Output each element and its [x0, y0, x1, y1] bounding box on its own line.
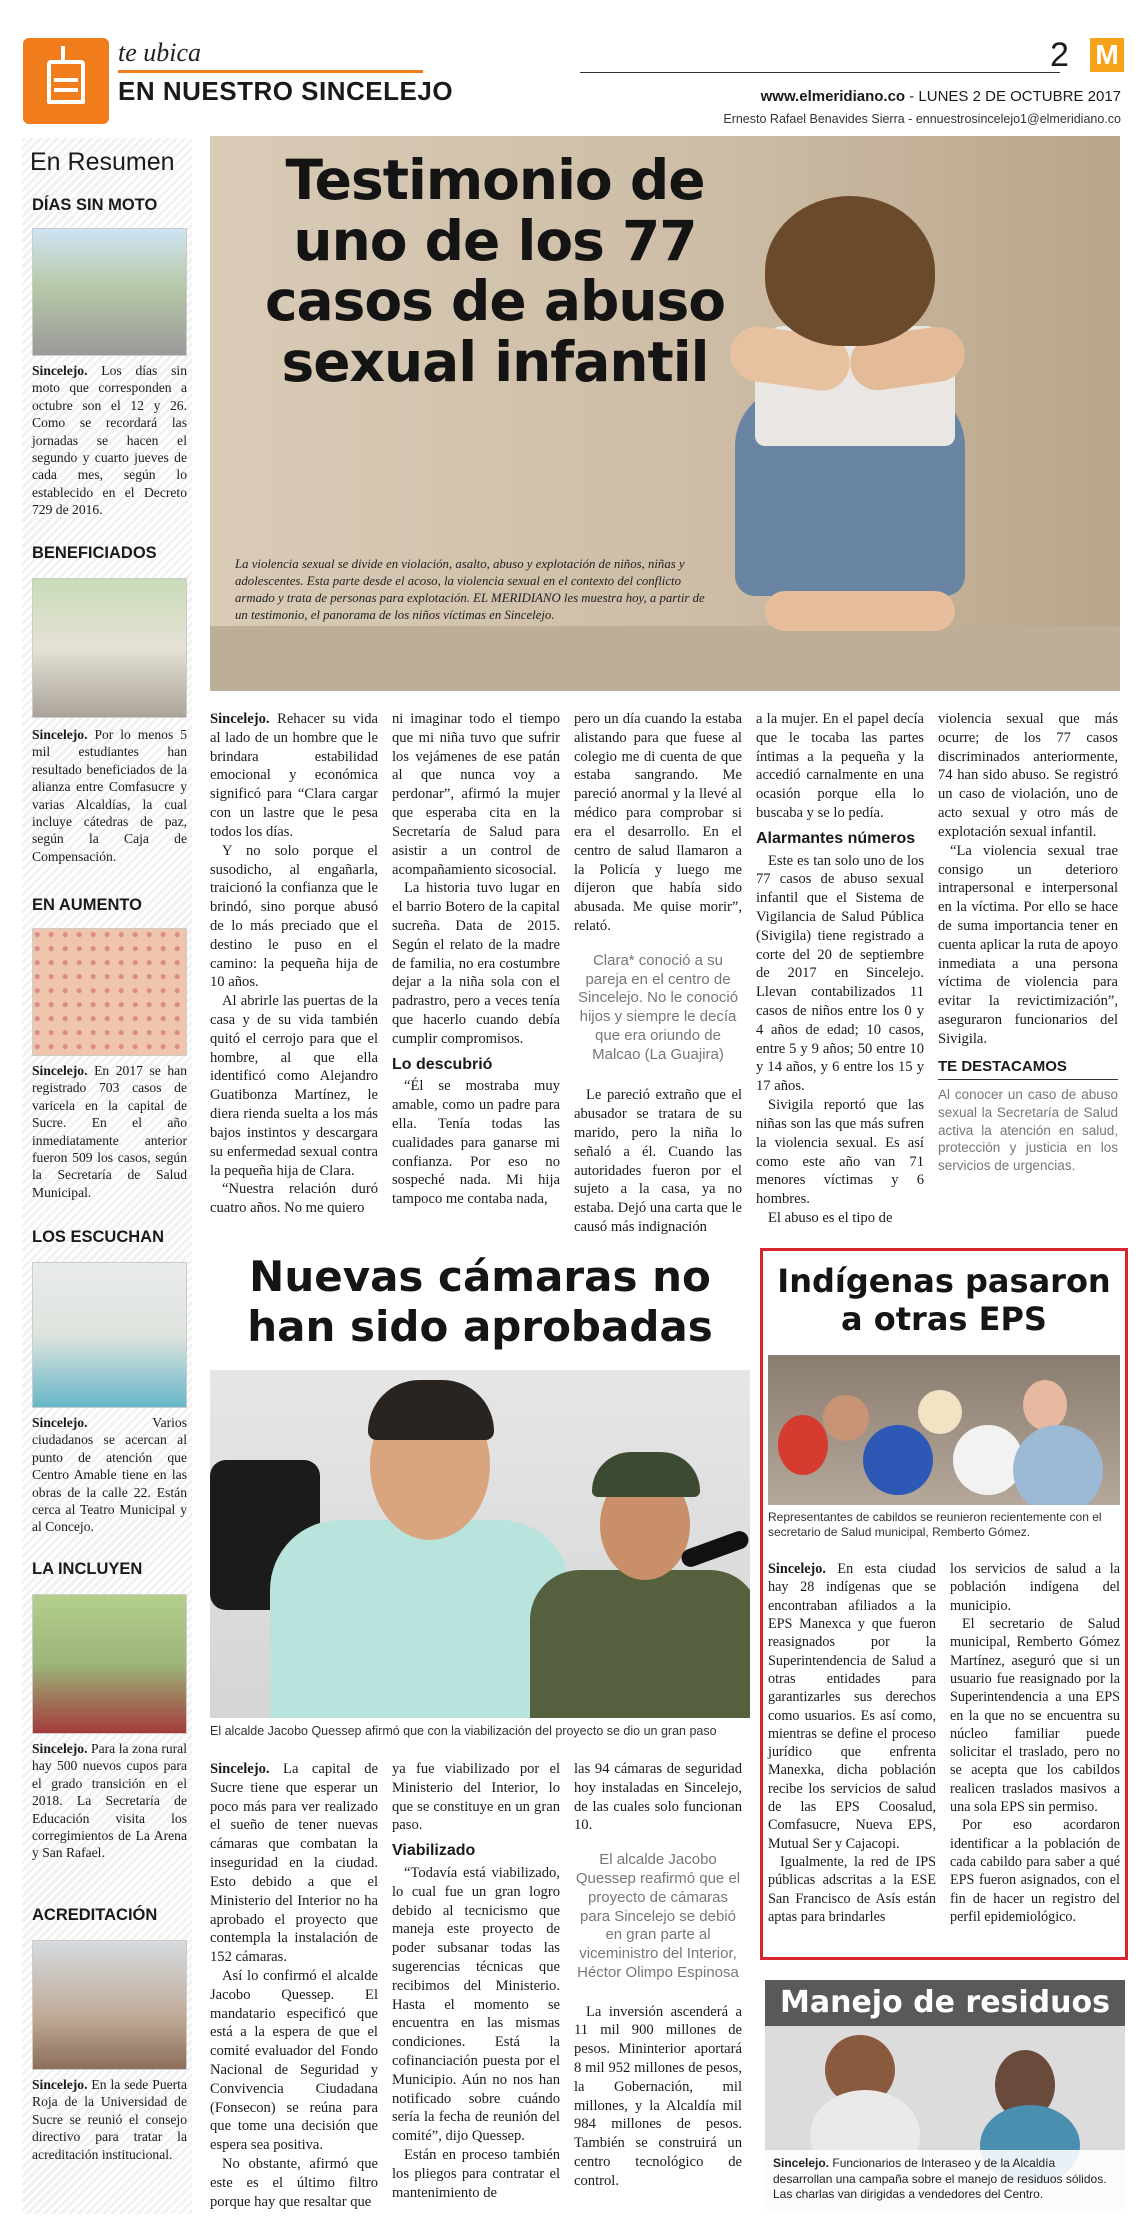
resumen-photo-attention-point — [32, 1262, 187, 1408]
resumen-photo-street — [32, 228, 187, 356]
resumen-head-acreditacion: ACREDITACIÓN — [32, 1906, 158, 1924]
resumen-text-dias-sin-moto: Sincelejo. Los días sin moto que corresponden a octubre son el 12 y 26. Como se recordará las jornadas se hacen el segundo y cuarto jueves de cada mes, según lo establecido en el Decreto 729 de 2016. — [32, 363, 187, 518]
resumen-text-acreditacion: Sincelejo. En la sede Puerta Roja de la Universidad de Sucre se reunió el consejo directivo para tratar la acreditación institucional. — [32, 2077, 187, 2162]
resumen-head-dias-sin-moto: DÍAS SIN MOTO — [32, 196, 158, 214]
resumen-head-los-escuchan: LOS ESCUCHAN — [32, 1228, 165, 1246]
resumen-photo-varicela — [32, 928, 187, 1056]
camaras-col-2: ya fue viabilizado por el Ministerio del Interior, lo que se constituye en un gran paso. Viabilizado “Todavía está viabilizado, lo cual fue un gran logro debido al tecnicismo que maneja este proyecto de poder subsanar todas las sugerencias técnicas que recibimos del Ministerio. Hasta el momento se encuentra en las mismas condiciones. Está la cofinanciación puesta por el Municipio. Aún no nos han notificado sobre cuándo sería la fecha de reunión del comité”, dijo Quessep. Están en proceso también los pliegos para contratar el mantenimiento de — [392, 1761, 560, 2201]
main-story-pull-quote: Clara* conoció a su pareja en el centro de Sincelejo. No le conoció hijos y siempre le decía que era oriundo de Malcao (La Guajira) — [577, 951, 739, 1063]
page-number: 2 — [1050, 36, 1069, 74]
resumen-photo-students — [32, 578, 187, 718]
main-story-col-2: ni imaginar todo el tiempo que mi niña tuvo que sufrir los vejámenes de ese patán al que nunca voy a perdonar”, afirmó la mujer que esperaba cita en la Secretaría de Salud para asistir a un control de acompañamiento sicosocial. La historia tuvo lugar en el barrio Botero de la capital sucreña. Data de 2015. Según el relato de la madre de familia, no era costumbre dejar a la niña sola con el padrastro, pero a veces tenía que hacerlo cuando debía cumplir compromisos. Lo descubrió “Él se mostraba muy amable, como un padre para ella. Tenía todas las cualidades para ganarse mi confianza. Por eso no sospeché nada. Mi hija tampoco me contaba nada, — [392, 711, 560, 1208]
residuos-caption: Sincelejo. Funcionarios de Interaseo y de la Alcaldía desarrollan una campaña sobre el manejo de residuos sólidos. Las charlas van dirigidas a vendedores del Centro. — [765, 2150, 1125, 2210]
byline: Ernesto Rafael Benavides Sierra - ennuestrosincelejo1@elmeridiano.co — [723, 112, 1121, 126]
dateline — [761, 88, 1121, 105]
website-link[interactable]: www.elmeridiano.co — [760, 88, 906, 105]
indigenas-headline: Indígenas pasaron a otras EPS — [777, 1262, 1111, 1339]
main-story-subhead-descubrio: Lo descubrió — [392, 1055, 493, 1073]
camaras-photo — [210, 1370, 750, 1718]
camaras-col-3: las 94 cámaras de seguridad hoy instaladas en Sincelejo, de las cuales solo funcionan 10. El alcalde Jacobo Quessep reafirmó que el proyecto de cámaras para Sincelejo se debió en gran parte al viceministro del Interior, Héctor Olimpo Espinosa La inversión ascenderá a 11 mil 900 millones de pesos. Mininterior aportará 8 mil 952 millones de pesos, la Gobernación, mil millones, y la Alcaldía mil 984 millones de pesos. También se construirá un centro tecnológico de control. — [574, 1761, 742, 2189]
indigenas-col-1: Sincelejo. En esta ciudad hay 28 indígenas que se encontraban afiliados a la EPS Manexca y que fueron reasignados por la Superintendencia de Salud a otras entidades para garantizarles sus derechos como usuarios. Es así como, mientras se define el proceso jurídico que enfrenta Manexka, dicha población recibe los servicios de salud de las EPS Coosalud, Comfasucre, Nueva EPS, Mutual Ser y Cajacopi. Igualmente, la red de IPS públicas adscritas a la ESE San Francisco de Asís están aptas para brindarles — [768, 1561, 936, 1925]
resumen-head-en-aumento: EN AUMENTO — [32, 896, 143, 914]
main-story-col-1: Sincelejo. Rehacer su vida al lado de un hombre que le brindara estabilidad emocional y económica significó para “Clara cargar con un lastre que le pesa todos los días. Y no solo porque el susodicho, al engañarla, traicionó la confianza que le brindó, sino porque abusó de lo más preciado que el destino le puso en el camino: la pequeña hija de 10 años. Al abrirle las puertas de la casa y de su vida también quitó el cerrojo para que el hombre, al que ella identificó como Alejandro Guatibonza Martínez, le diera rienda suelta a los más bajos instintos y descargara su enfermedad sexual contra la pequeña hija de Clara. “Nuestra relación duró cuatro años. No me quiero — [210, 711, 378, 1217]
resumen-text-la-incluyen: Sincelejo. Para la zona rural hay 500 nuevos cupos para el grado transición en el 2018. La Secretaría de Educación visita los corregimientos de La Arena y San Rafael. — [32, 1741, 187, 1861]
residuos-headline: Manejo de residuos — [765, 1980, 1125, 2026]
section-kicker: te ubica — [118, 38, 202, 67]
camaras-col-1: Sincelejo. La capital de Sucre tiene que esperar un poco más para ver realizado el sueño de tener nuevas cámaras que combatan la inseguridad en la ciudad. Esto debido a que el Ministerio del Interior no ha aprobado el proyecto que contempla la instalación de 152 cámaras. Así lo confirmó el alcalde Jacobo Quessep. El mandatario especificó que está a la espera de que el comité evaluador del Fondo Nacional de Seguridad y Convivencia Ciudadana (Fonsecon) se reúna para que tome una decisión que espera sea positiva. No obstante, afirmó que este es el último filtro porque hay que resaltar que — [210, 1761, 378, 2210]
newspaper-logo: M — [1090, 38, 1124, 72]
resumen-text-beneficiados: Sincelejo. Por lo menos 5 mil estudiantes han resultado beneficiados de la alianza entre Comfasucre y varias Alcaldías, la cual incluye cátedras de paz, según la Caja de Compensación. — [32, 727, 187, 864]
main-story-col-5: violencia sexual que más ocurre; de los 77 casos discriminados anteriormente, 74 han sido abuso. Se registró un caso de violación, uno de acto sexual y otro más de explotación sexual infantil. “La violencia sexual trae consigo un deterioro intrapersonal e interpersonal en la víctima. Por ello se hace de suma importancia tener en cuenta aplicar la ruta de apoyo inmediata a una persona víctima de violencia para evitar la revictimización”, aseguraron funcionarios del Sivigila. TE DESTACAMOS Al conocer un caso de abuso sexual la Secretaría de Salud activa la atención en salud, protección y justicia en los servicios de urgencias. — [938, 711, 1118, 1174]
te-destacamos-head: TE DESTACAMOS — [938, 1057, 1118, 1080]
camaras-headline: Nuevas cámaras no han sido aprobadas — [247, 1252, 713, 1352]
main-story-subhead-numeros: Alarmantes números — [756, 829, 916, 847]
section-rule — [118, 70, 423, 73]
camaras-pull-quote: El alcalde Jacobo Quessep reafirmó que el proyecto de cámaras para Sincelejo se debió en gran parte al viceministro del Interior, Héctor Olimpo Espinosa — [575, 1851, 741, 1981]
indigenas-col-2: los servicios de salud a la población indígena del municipio. El secretario de Salud municipal, Remberto Gómez Martínez, aseguró que si un usuario fue reasignado por la Superintendencia a una EPS en la que no se encuentra su núcleo familiar puede solicitar el traslado, pero no se acepta que los cabildos realicen traslados masivos a una sola EPS sin permiso. Por eso acordaron identificar a la población de cada cabildo para saber a qué EPS fueron asignados, con el fin de hacer un registro del perfil epidemiológico. — [950, 1561, 1120, 1925]
camaras-photo-caption: El alcalde Jacobo Quessep afirmó que con la viabilización del proyecto se dio un gran paso — [210, 1724, 717, 1738]
indigenas-photo-caption: Representantes de cabildos se reunieron recientemente con el secretario de Salud municipal, Remberto Gómez. — [768, 1510, 1102, 1539]
te-destacamos-text: Al conocer un caso de abuso sexual la Secretaría de Salud activa la atención en salud, protección y justicia en los servicios de urgencias. — [938, 1086, 1118, 1174]
indigenas-photo — [768, 1355, 1120, 1505]
section-title: EN NUESTRO SINCELEJO — [118, 76, 454, 106]
section-church-icon — [23, 38, 109, 124]
resumen-photo-meeting — [32, 1940, 187, 2070]
main-story-col-3: pero un día cuando la estaba alistando para que fuese al colegio me di cuenta de que estaba sangrando. Me pareció anormal y la llevé al médico para comprobar si era el desarrollo. En el centro de salud llamaron a la Policía y luego me dijeron que había sido abusada. Me quise morir”, relató. Clara* conoció a su pareja en el centro de Sincelejo. No le conoció hijos y siempre le decía que era oriundo de Malcao (La Guajira) Le pareció extraño que el abusador se tratara de su marido, pero la niña lo señaló a él. Cuando las autoridades fueron por el sujeto a la casa, ya no estaba. Dejó una carta que le causó más indignación — [574, 711, 742, 1235]
main-story-photo-caption: La violencia sexual se divide en violación, asalto, abuso y explotación de niños, niñas y adolescentes. Esta parte desde el acoso, la violencia sexual en el contexto del conflicto armado y trata de personas para explotación. EL MERIDIANO les muestra hoy, a partir de un testimonio, el panorama de los niños víctimas en Sincelejo. — [235, 557, 705, 622]
main-story-headline: Testimonio de uno de los 77 casos de abuso sexual infantil — [264, 148, 726, 394]
camaras-subhead-viabilizado: Viabilizado — [392, 1842, 476, 1860]
residuos-story — [765, 1980, 1125, 2210]
resumen-text-en-aumento: Sincelejo. En 2017 se han registrado 703 casos de varicela en la capital de Sucre. En el año inmediatamente anterior fueron 509 los casos, según la Secretaría de Salud Municipal. — [32, 1063, 187, 1200]
issue-date: - LUNES 2 DE OCTUBRE 2017 — [905, 88, 1121, 105]
main-story-col-4: a la mujer. En el papel decía que le tocaba las partes íntimas a la pequeña y la accedió carnalmente en una ocasión porque ella lo buscaba y se lo pedía. Alarmantes números Este es tan solo uno de los 77 casos de abuso sexual infantil que el Sistema de Vigilancia de Salud Pública (Sivigila) tiene registrado a corte del 20 de septiembre de 2017 en Sincelejo. Llevan contabilizados 11 casos de niños entre los 0 y 4 años de edad; 10 casos, entre 5 y 9 años; 50 entre 10 y 14 años, y 6 entre los 15 y 17 años. Sivigila reportó que las niñas son las que más sufren la violencia sexual. Es así como este año van 71 menores víctimas y 6 hombres. El abuso es el tipo de — [756, 711, 924, 1226]
resumen-photo-children — [32, 1594, 187, 1734]
resumen-text-los-escuchan: Sincelejo. Varios ciudadanos se acercan al punto de atención que Centro Amable tiene en las obras de la calle 22. Están cerca al Teatro Municipal y al Concejo. — [32, 1415, 187, 1535]
header-top-rule — [580, 72, 1060, 73]
resumen-head-la-incluyen: LA INCLUYEN — [32, 1560, 143, 1578]
resumen-title: En Resumen — [30, 148, 175, 176]
resumen-head-beneficiados: BENEFICIADOS — [32, 544, 157, 562]
